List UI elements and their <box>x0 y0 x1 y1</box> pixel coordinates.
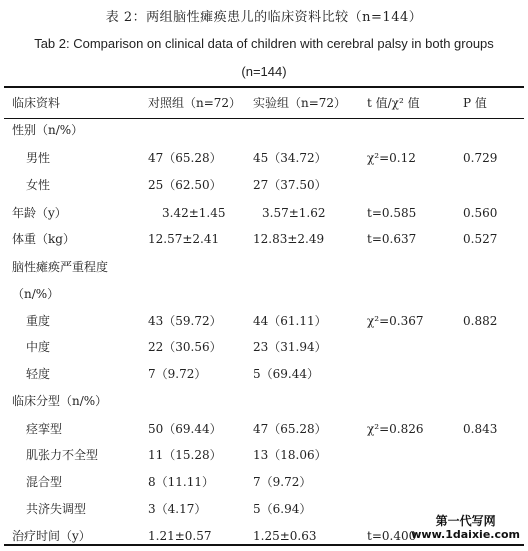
control-value: 7（9.72） <box>148 367 207 381</box>
row-label: 痉挛型 <box>26 422 63 436</box>
control-value: 25（62.50） <box>148 178 222 192</box>
row-label: 共济失调型 <box>26 502 87 516</box>
row-label: 轻度 <box>26 367 51 381</box>
row-label: 女性 <box>26 178 51 192</box>
header-test-statistic: t 值/χ² 值 <box>367 96 420 110</box>
table-header-rule <box>4 118 524 119</box>
row-label: 治疗时间（y） <box>12 529 91 543</box>
p-value: 0.729 <box>463 151 498 165</box>
p-value: 0.843 <box>463 422 498 436</box>
row-label: 混合型 <box>26 475 63 489</box>
test-statistic-value: t=0.585 <box>367 206 417 220</box>
table-caption-chinese: 表 2：两组脑性瘫痪患儿的临床资料比较（n=144） <box>105 10 423 25</box>
p-value: 0.560 <box>463 206 498 220</box>
test-statistic-value: χ²=0.826 <box>367 422 424 436</box>
row-label: 重度 <box>26 314 51 328</box>
watermark-site-name: 第一代写网 <box>435 514 496 528</box>
experimental-value: 7（9.72） <box>253 475 312 489</box>
experimental-value: 12.83±2.49 <box>253 232 325 246</box>
control-value: 8（11.11） <box>148 475 214 489</box>
row-label: （n/%） <box>12 287 60 301</box>
watermark <box>411 514 520 542</box>
control-value: 1.21±0.57 <box>148 529 212 543</box>
control-value: 12.57±2.41 <box>148 232 220 246</box>
control-value: 22（30.56） <box>148 340 222 354</box>
header-p-value: P 值 <box>463 96 487 110</box>
row-label: 性别（n/%） <box>12 123 84 137</box>
experimental-value: 5（69.44） <box>253 367 319 381</box>
experimental-value: 45（34.72） <box>253 151 327 165</box>
experimental-value: 1.25±0.63 <box>253 529 317 543</box>
row-label: 临床分型（n/%） <box>12 394 108 408</box>
experimental-value: 23（31.94） <box>253 340 327 354</box>
control-value: 47（65.28） <box>148 151 222 165</box>
experimental-value: 13（18.06） <box>253 448 327 462</box>
test-statistic-value: t=0.637 <box>367 232 417 246</box>
row-label: 体重（kg） <box>12 232 75 246</box>
experimental-value: 47（65.28） <box>253 422 327 436</box>
watermark-url: www.1daixie.com <box>411 528 520 541</box>
header-clinical-data: 临床资料 <box>12 96 61 110</box>
header-experimental-group: 实验组（n=72） <box>253 96 347 110</box>
experimental-value: 27（37.50） <box>253 178 327 192</box>
control-value: 50（69.44） <box>148 422 222 436</box>
test-statistic-value: χ²=0.12 <box>367 151 416 165</box>
control-value: 11（15.28） <box>148 448 222 462</box>
row-label: 年龄（y） <box>12 206 67 220</box>
control-value: 3（4.17） <box>148 502 207 516</box>
row-label: 肌张力不全型 <box>26 448 99 462</box>
header-control-group: 对照组（n=72） <box>148 96 242 110</box>
test-statistic-value: t=0.400 <box>367 529 417 543</box>
experimental-value: 3.57±1.62 <box>262 206 326 220</box>
row-label: 男性 <box>26 151 51 165</box>
experimental-value: 44（61.11） <box>253 314 327 328</box>
experimental-value: 5（6.94） <box>253 502 312 516</box>
table-caption-english-sample-size: (n=144) <box>241 64 287 79</box>
table-bottom-rule <box>4 544 524 546</box>
control-value: 43（59.72） <box>148 314 222 328</box>
control-value: 3.42±1.45 <box>162 206 226 220</box>
p-value: 0.882 <box>463 314 498 328</box>
row-label: 脑性瘫痪严重程度 <box>12 260 109 274</box>
test-statistic-value: χ²=0.367 <box>367 314 424 328</box>
table-top-rule <box>4 86 524 88</box>
row-label: 中度 <box>26 340 51 354</box>
table-caption-english: Tab 2: Comparison on clinical data of children with cerebral palsy in both groups <box>34 36 494 51</box>
p-value: 0.527 <box>463 232 498 246</box>
